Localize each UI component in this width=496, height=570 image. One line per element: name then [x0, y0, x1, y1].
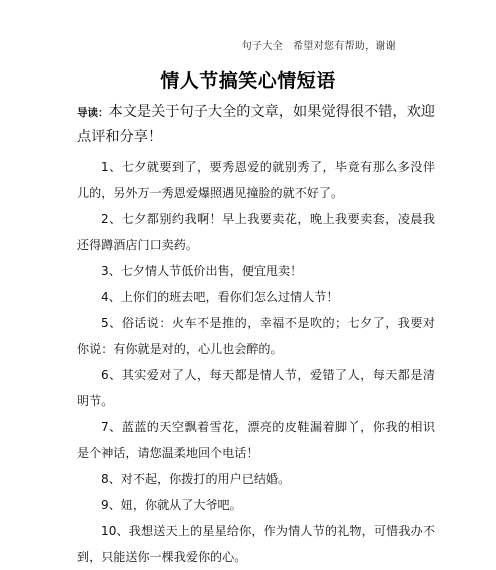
paragraph-1: 1、七夕就要到了，要秀恩爱的就别秀了，毕竟有那么多没伴儿的，另外万一秀恩爱爆照遇见撞脸的就不好了。 [77, 160, 435, 200]
paragraph-9: 9、妞，你就从了大爷吧。 [101, 498, 242, 512]
paragraph-5: 5、俗话说：火车不是推的，幸福不是吹的；七夕了，我要对你说：有你就是对的，心儿也会醉的。 [77, 316, 435, 356]
article-body [77, 100, 435, 570]
paragraph-3: 3、七夕情人节低价出售，便宜甩卖！ [101, 264, 303, 278]
paragraph-8: 8、对不起，你拨打的用户已结婚。 [101, 472, 291, 486]
intro-lead: 导读： [77, 107, 109, 119]
paragraph-7: 7、蓝蓝的天空飘着雪花，漂亮的皮鞋漏着脚丫，你我的相识是个神话，请您温柔地回个电话！ [77, 420, 435, 460]
page-header [242, 37, 396, 52]
page-title: 情人节搞笑心情短语 [160, 70, 336, 92]
intro-text: 本文是关于句子大全的文章，如果觉得很不错，欢迎点评和分享！ [77, 104, 435, 145]
paragraph-4: 4、上你们的班去吧，看你们怎么过情人节！ [101, 290, 339, 304]
paragraph-10: 10、我想送天上的星星给你，作为情人节的礼物，可惜我办不到，只能送你一棵我爱你的心。 [77, 524, 435, 564]
paragraph-2: 2、七夕都别约我啊！早上我要卖花，晚上我要卖套，凌晨我还得蹲酒店门口卖药。 [77, 212, 435, 252]
paragraph-6: 6、其实爱对了人，每天都是情人节，爱错了人，每天都是清明节。 [77, 368, 435, 408]
header-slogan: 希望对您有帮助，谢谢 [293, 41, 396, 52]
header-site-name: 句子大全 [241, 41, 283, 52]
intro-paragraph [77, 100, 435, 149]
